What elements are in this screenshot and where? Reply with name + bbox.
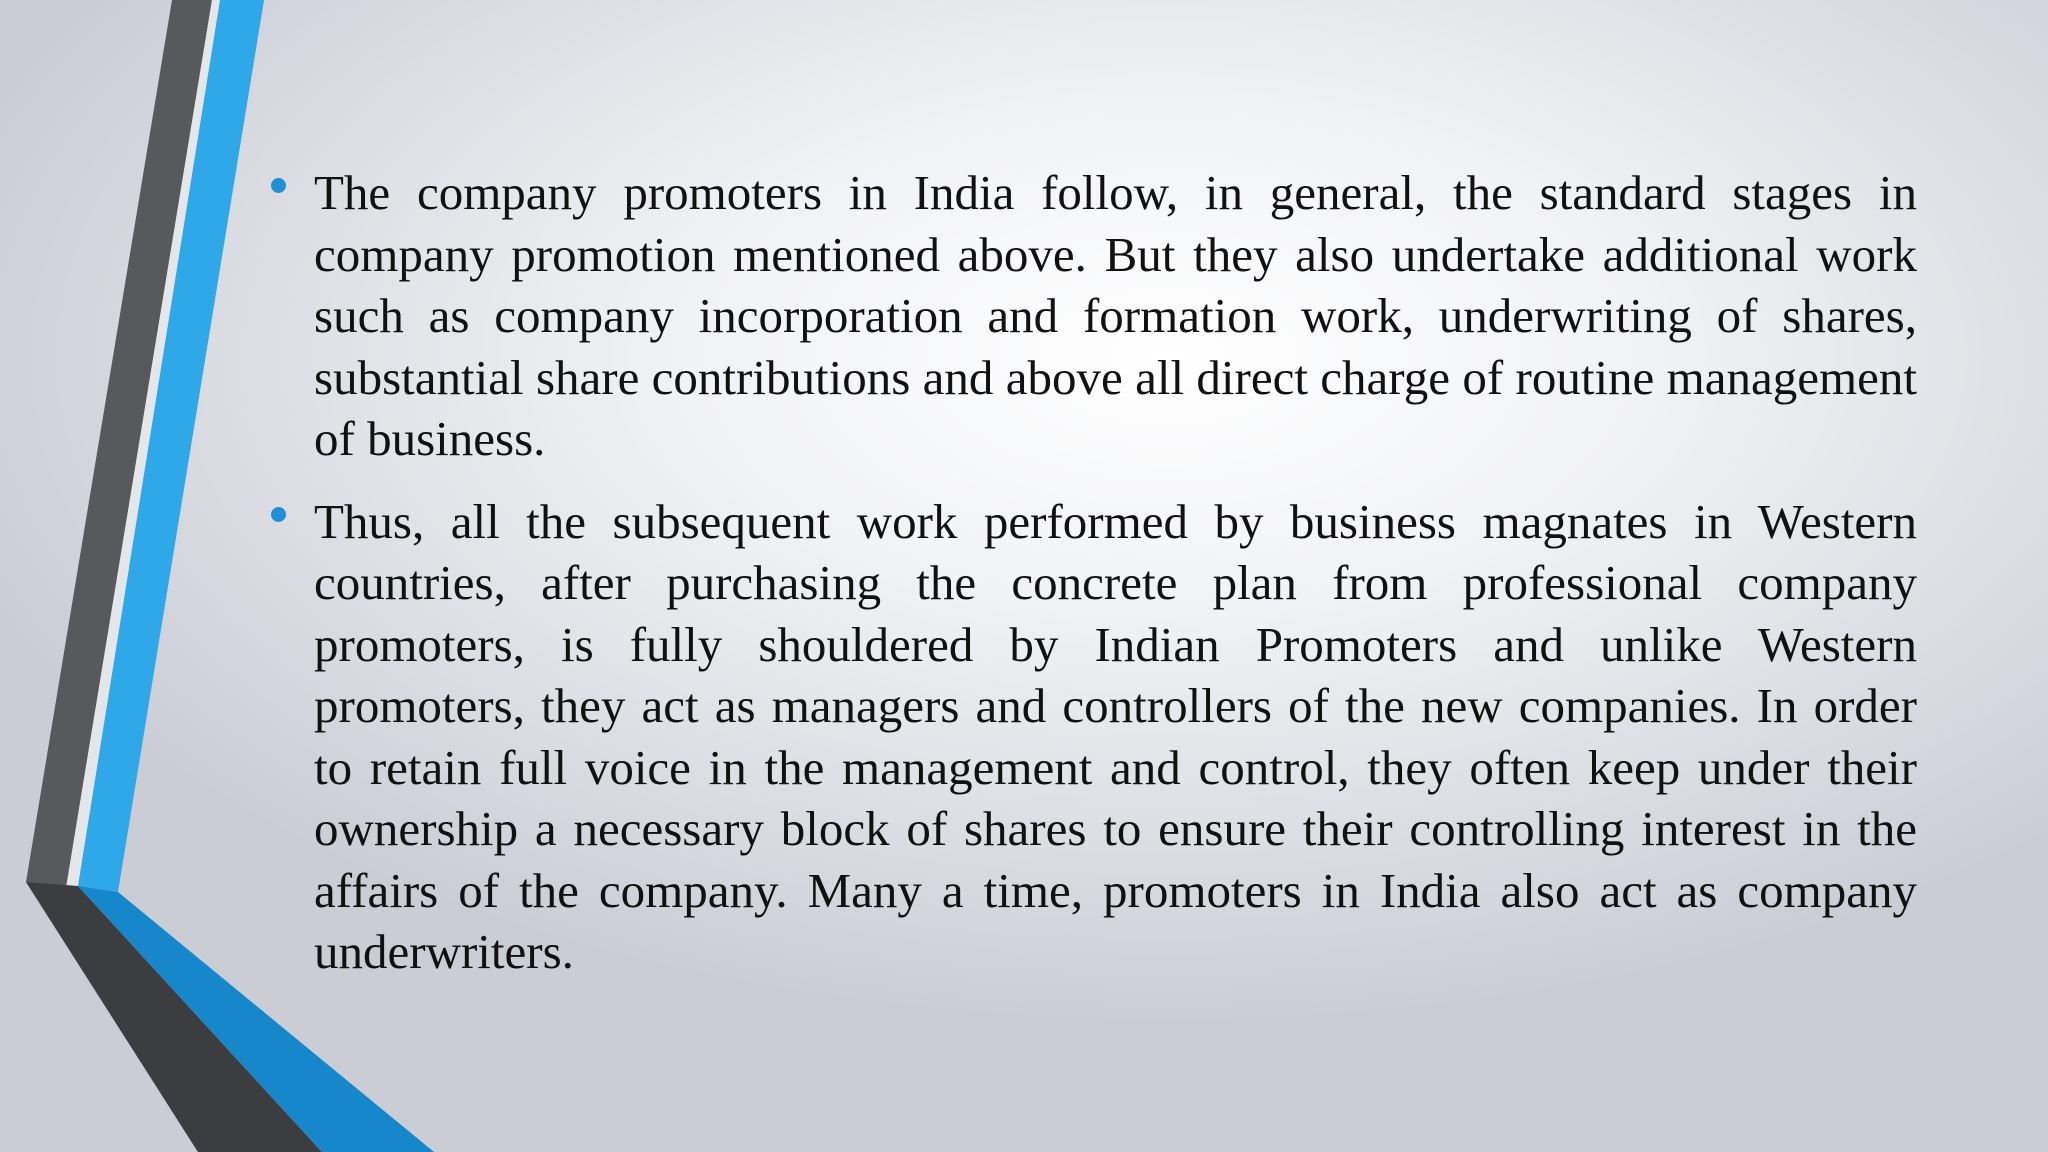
bullet-text: Thus, all the subsequent work performed by business magnates in Western countries, after purchasing the concrete plan from professional company promoters, is fully shouldered by Indian Promoters and unlike Western promoters, they act as managers and controllers of the new companies. In order to retain full voice in the management and control, they often keep under their ownership a necessary block of shares to ensure their controlling interest in the affairs of the company. Many a time, promoters in India also act as company underwriters. (314, 493, 1917, 979)
bullet-item (262, 162, 1917, 470)
bullet-dot-icon (271, 178, 286, 193)
bullet-text: The company promoters in India follow, in general, the standard stages in company promotion mentioned above. But they also undertake additional work such as company incorporation and formation work, underwriting of shares, substantial share contributions and above all direct charge of routine management of business. (314, 165, 1917, 466)
bullet-dot-icon (271, 507, 286, 522)
slide-content (262, 162, 1917, 1004)
bullet-item (262, 491, 1917, 983)
